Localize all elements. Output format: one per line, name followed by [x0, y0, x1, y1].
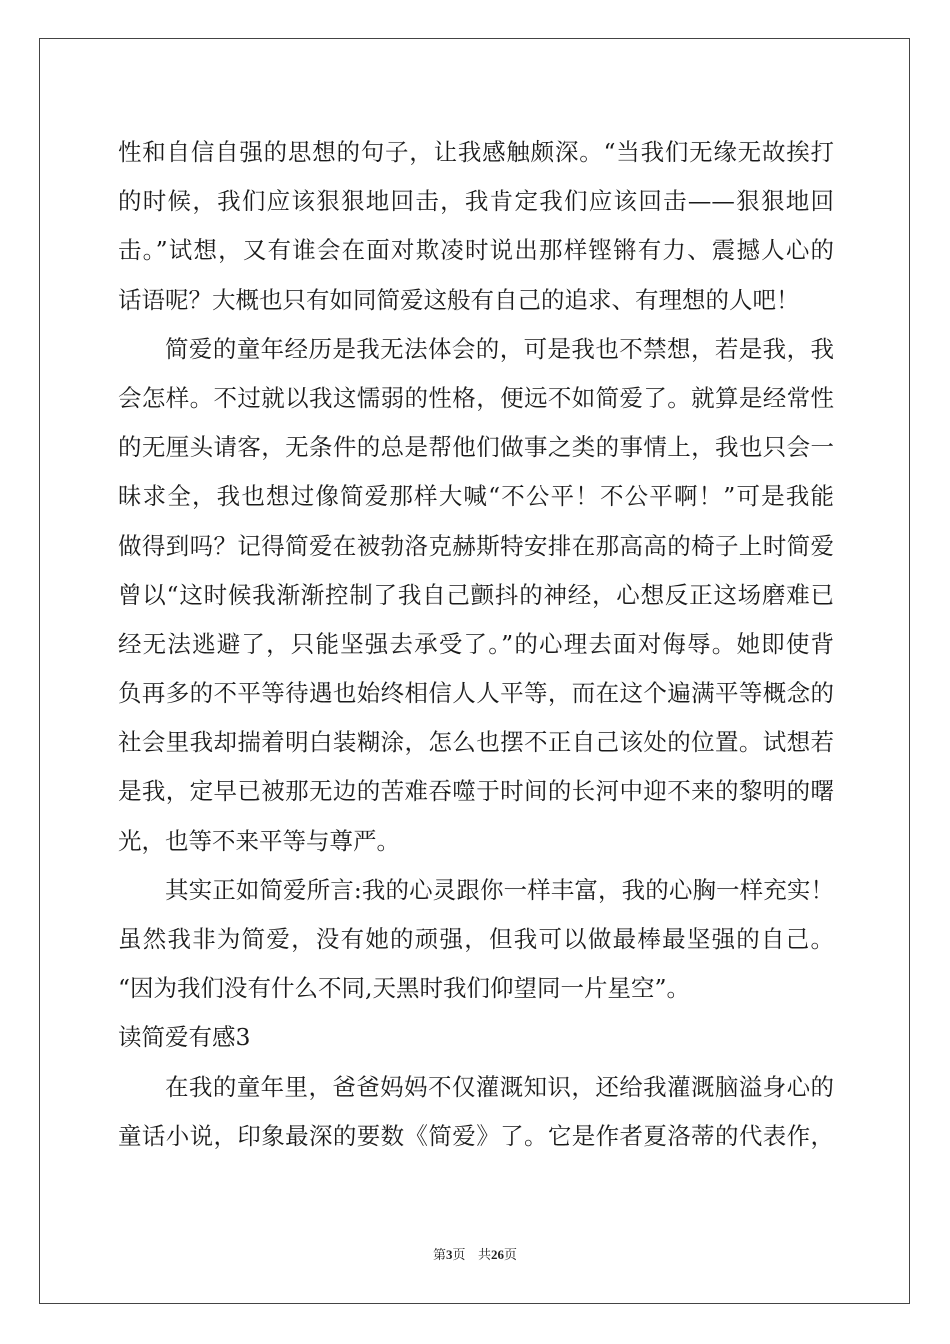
text-line: 击。”试想，又有谁会在面对欺凌时说出那样铿锵有力、震撼人心的 — [118, 236, 834, 265]
text-line: 读简爱有感3 — [118, 1023, 251, 1052]
text-line: 的时候，我们应该狠狠地回击，我肯定我们应该回击——狠狠地回 — [118, 187, 834, 216]
footer-page-suffix: 页 — [452, 1248, 466, 1263]
text-line: 简爱的童年经历是我无法体会的，可是我也不禁想，若是我，我 — [165, 334, 834, 363]
text-line: 会怎样。不过就以我这懦弱的性格，便远不如简爱了。就算是经常性 — [118, 383, 834, 412]
text-line: 负再多的不平等待遇也始终相信人人平等，而在这个遍满平等概念的 — [118, 679, 834, 708]
text-line: 经无法逃避了，只能坚强去承受了。”的心理去面对侮辱。她即使背 — [118, 629, 834, 658]
text-line: 其实正如简爱所言:我的心灵跟你一样丰富，我的心胸一样充实！ — [165, 875, 834, 904]
text-line: “因为我们没有什么不同,天黑时我们仰望同一片星空”。 — [118, 974, 690, 1003]
text-line: 做得到吗？记得简爱在被勃洛克赫斯特安排在那高高的椅子上时简爱 — [118, 531, 834, 560]
footer-total-pages: 26 — [490, 1247, 504, 1262]
text-line: 虽然我非为简爱，没有她的顽强，但我可以做最棒最坚强的自己。 — [118, 925, 834, 953]
page-footer — [0, 1244, 950, 1263]
document-body — [118, 128, 834, 1161]
text-line: 光，也等不来平等与尊严。 — [118, 826, 400, 855]
text-line: 在我的童年里，爸爸妈妈不仅灌溉知识，还给我灌溉脑溢身心的 — [165, 1072, 834, 1101]
text-line: 童话小说，印象最深的要数《简爱》了。它是作者夏洛蒂的代表作， — [118, 1121, 834, 1150]
footer-total-prefix: 共 — [477, 1248, 491, 1263]
footer-page-number: 3 — [446, 1247, 453, 1262]
text-line: 话语呢？大概也只有如同简爱这般有自己的追求、有理想的人吧！ — [118, 285, 800, 314]
text-line: 社会里我却揣着明白装糊涂，怎么也摆不正自己该处的位置。试想若 — [118, 728, 834, 757]
text-line: 是我，定早已被那无边的苦难吞噬于时间的长河中迎不来的黎明的曙 — [118, 777, 834, 806]
footer-prefix: 第 — [433, 1248, 447, 1263]
text-line: 昧求全，我也想过像简爱那样大喊“不公平！不公平啊！”可是我能 — [118, 482, 834, 511]
text-line: 性和自信自强的思想的句子，让我感触颇深。“当我们无缘无故挨打 — [118, 138, 834, 166]
text-line: 曾以“这时候我渐渐控制了我自己颤抖的神经，心想反正这场磨难已 — [118, 580, 834, 609]
footer-total-suffix: 页 — [503, 1248, 517, 1263]
text-line: 的无厘头请客，无条件的总是帮他们做事之类的事情上，我也只会一 — [118, 433, 834, 462]
